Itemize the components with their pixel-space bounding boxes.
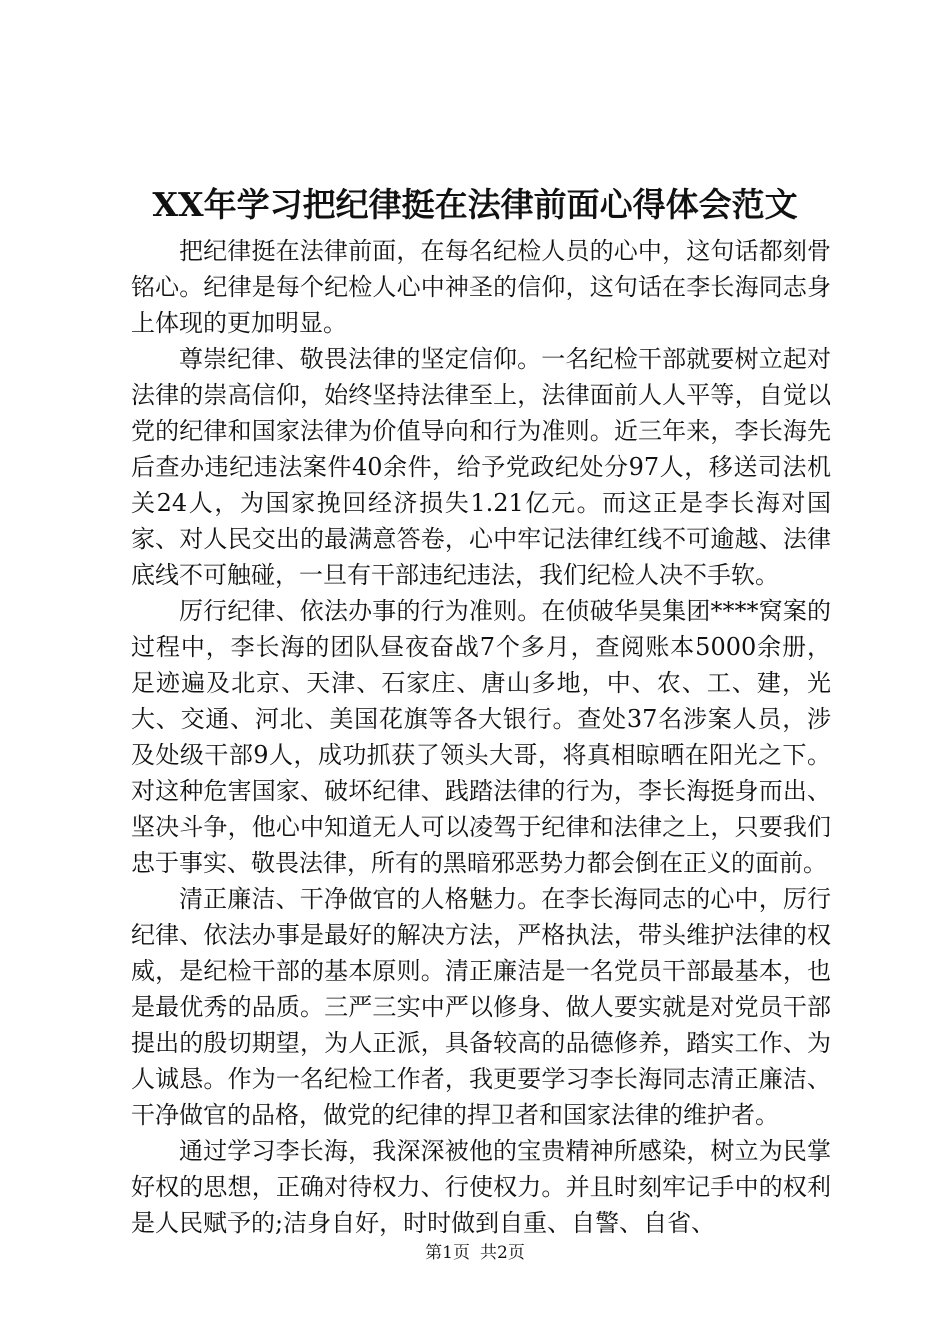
paragraph-conclusion: 通过学习李长海，我深深被他的宝贵精神所感染，树立为民掌好权的思想，正确对待权力、行使权力。并且时刻牢记手中的权利是人民赋予的;洁身自好，时时做到自重、自警、自省、 — [131, 1137, 831, 1237]
paragraph-intro: 把纪律挺在法律前面，在每名纪检人员的心中，这句话都刻骨铭心。纪律是每个纪检人心中神圣的信仰，这句话在李长海同志身上体现的更加明显。 — [131, 237, 831, 337]
page-number: 第1页 — [425, 1243, 470, 1263]
page-total: 共2页 — [480, 1243, 525, 1263]
document-body — [131, 233, 831, 1241]
paragraph-integrity: 清正廉洁、干净做官的人格魅力。在李长海同志的心中，厉行纪律、依法办事是最好的解决方法，严格执法，带头维护法律的权威，是纪检干部的基本原则。清正廉洁是一名党员干部最基本，也是最优秀的品质。三严三实中严以修身、做人要实就是对党员干部提出的殷切期望，为人正派，具备较高的品德修养，踏实工作、为人诚恳。作为一名纪检工作者，我更要学习李长海同志清正廉洁、干净做官的品格，做党的纪律的捍卫者和国家法律的维护者。 — [131, 885, 831, 1129]
document-title: XX年学习把纪律挺在法律前面心得体会范文 — [152, 185, 798, 224]
paragraph-conduct: 厉行纪律、依法办事的行为准则。在侦破华昊集团****窝案的过程中，李长海的团队昼夜奋战7个多月，查阅账本5000余册，足迹遍及北京、天津、石家庄、唐山多地，中、农、工、建，光大、交通、河北、美国花旗等各大银行。查处37名涉案人员，涉及处级干部9人，成功抓获了领头大哥，将真相晾晒在阳光之下。对这种危害国家、破坏纪律、践踏法律的行为，李长海挺身而出、坚决斗争，他心中知道无人可以凌驾于纪律和法律之上，只要我们忠于事实、敬畏法律，所有的黑暗邪恶势力都会倒在正义的面前。 — [131, 597, 831, 877]
paragraph-belief: 尊崇纪律、敬畏法律的坚定信仰。一名纪检干部就要树立起对法律的崇高信仰，始终坚持法律至上，法律面前人人平等，自觉以党的纪律和国家法律为价值导向和行为准则。近三年来，李长海先后查办违纪违法案件40余件，给予党政纪处分97人，移送司法机关24人，为国家挽回经济损失1.21亿元。而这正是李长海对国家、对人民交出的最满意答卷，心中牢记法律红线不可逾越、法律底线不可触碰，一旦有干部违纪违法，我们纪检人决不手软。 — [131, 345, 831, 589]
page-footer — [0, 1241, 950, 1265]
